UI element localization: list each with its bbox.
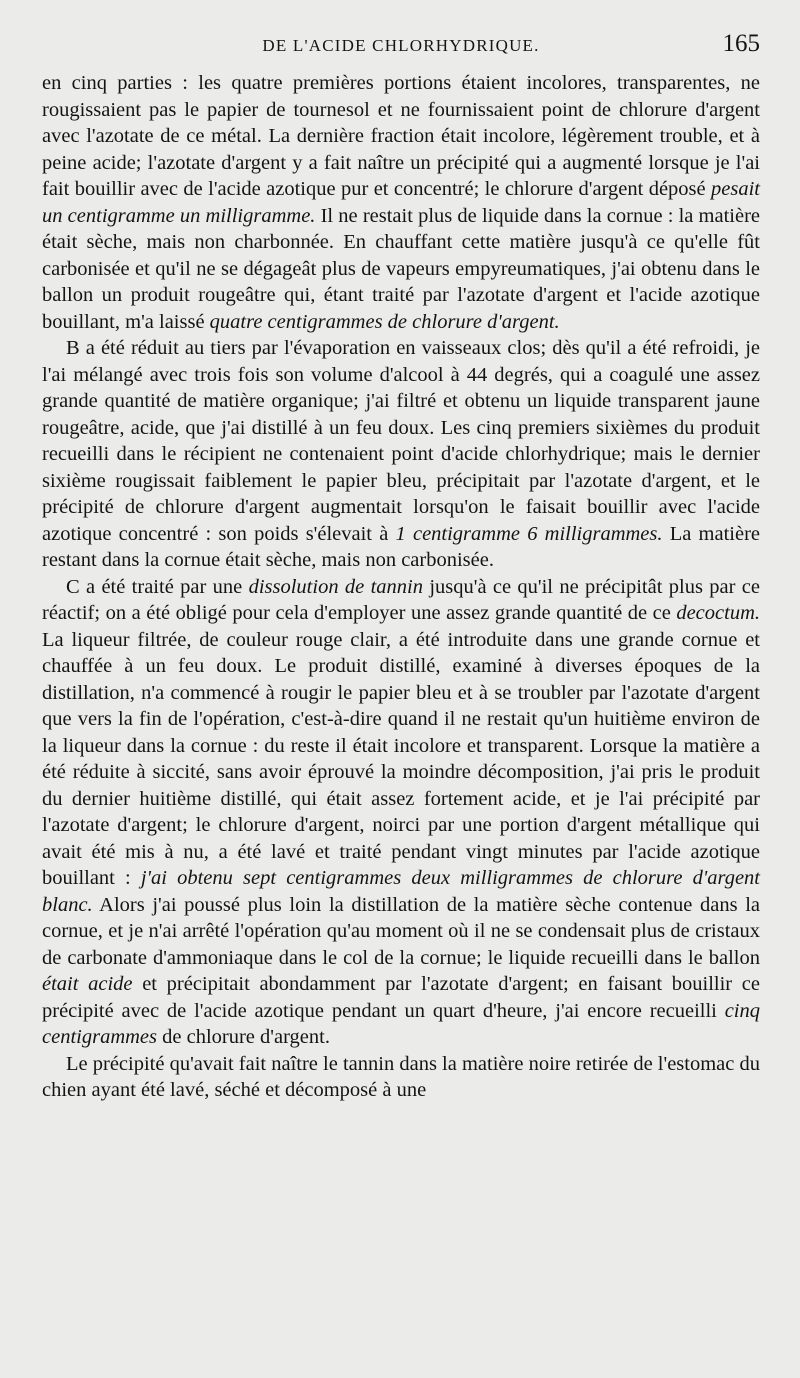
paragraph-text: jusqu'à ce qu'il ne précipitât plus par ce réactif; on a été obligé pour cela d'employer une assez grande quantité de ce	[42, 575, 760, 624]
paragraph-4	[42, 1051, 760, 1104]
italic-phrase: j'ai obtenu sept centigrammes deux milligrammes de chlorure d'argent blanc.	[42, 867, 761, 916]
paragraph-text: Le précipité qu'avait fait naître le tannin dans la matière noire retirée de l'estomac du chien ayant été lavé, séché et décomposé à une	[42, 1052, 760, 1101]
italic-phrase: cinq centigrammes	[42, 999, 760, 1048]
paragraph-3	[42, 574, 760, 1051]
italic-phrase: quatre centigrammes de chlorure d'argent.	[209, 310, 560, 333]
italic-phrase: decoctum.	[676, 602, 760, 624]
paragraph-text: La matière restant dans la cornue était sèche, mais non carbonisée.	[42, 522, 760, 571]
italic-phrase: pesait un centigramme un milligramme.	[42, 178, 760, 227]
italic-phrase: 1 centigramme 6 milligrammes.	[395, 522, 663, 545]
paragraph-text: en cinq parties : les quatre premières portions étaient incolores, transparentes, ne rougissaient pas le papier de tournesol et ne fournissaient point de chlorure d'argent avec l'azotate de ce métal. La dernière fraction était incolore, légèrement trouble, et à peine acide; l'azotate d'argent y a fait naître un précipité qui a augmenté lorsque je l'ai fait bouillir avec de l'acide azotique pur et concentré; le chlorure d'argent déposé	[42, 72, 760, 200]
italic-phrase: était acide	[42, 973, 133, 995]
paragraph-text: La liqueur filtrée, de couleur rouge clair, a été introduite dans une grande cornue et chauffée à un feu doux. Le produit distillé, examiné à diverses époques de la distillation, n'a commencé à rougir le papier bleu et à se troubler par l'azotate d'argent que vers la fin de l'opération, c'est-à-dire quand il ne restait qu'un huitième environ de la liqueur dans la cornue : du reste il était incolore et transparent. Lorsque la matière a été réduite à siccité, sans avoir éprouvé la moindre décomposition, j'ai pris le produit du dernier huitième distillé, qui était assez fortement acide, et je l'ai précipité par l'azotate d'argent; le chlorure d'argent, noirci par une portion d'argent métallique qui avait été mis à nu, a été lavé et traité pendant vingt minutes par l'acide azotique bouillant :	[42, 628, 760, 889]
paragraph-text: C a été traité par une	[66, 575, 249, 598]
paragraph-2	[42, 335, 760, 574]
page-number: 165	[722, 30, 760, 57]
paragraph-text: Il ne restait plus de liquide dans la cornue : la matière était sèche, mais non charbonnée. En chauffant cette matière jusqu'à ce qu'elle fût carbonisée et qu'il ne se dégageât plus de vapeurs empyreumatiques, j'ai obtenu dans le ballon un produit rougeâtre qui, étant traité par l'azotate d'argent et l'acide azotique bouillant, m'a laissé	[42, 204, 761, 333]
paragraph-text: Alors j'ai poussé plus loin la distillation de la matière sèche contenue dans la cornue, et je n'ai arrêté l'opération qu'au moment où il ne se condensait plus de cristaux de carbonate d'ammoniaque dans le col de la cornue; le liquide recueilli dans le ballon	[42, 893, 760, 969]
paragraph-text: de chlorure d'argent.	[157, 1026, 330, 1048]
body-text	[42, 70, 760, 1104]
paragraph-text: B a été réduit au tiers par l'évaporation en vaisseaux clos; dès qu'il a été refroidi, je l'ai mélangé avec trois fois son volume d'alcool à 44 degrés, qui a coagulé une assez grande quantité de matière organique; j'ai filtré et obtenu un liquide transparent jaune rougeâtre, acide, que j'ai distillé à un feu doux. Les cinq premiers sixièmes du produit recueilli dans le récipient ne contenaient point d'acide chlorhydrique; mais le dernier sixième rougissait faiblement le papier bleu, précipitait par l'azotate d'argent, et le précipité de chlorure d'argent augmentait lorsqu'on le faisait bouillir avec l'acide azotique concentré : son poids s'élevait à	[42, 337, 760, 545]
italic-phrase: dissolution de tannin	[248, 575, 423, 598]
paragraph-1	[42, 70, 760, 335]
running-title: DE L'ACIDE CHLORHYDRIQUE.	[262, 36, 540, 55]
running-head	[42, 30, 760, 66]
paragraph-text: et précipitait abondamment par l'azotate d'argent; en faisant bouillir ce précipité avec de l'acide azotique pendant un quart d'heure, j'ai encore recueilli	[42, 973, 760, 1022]
